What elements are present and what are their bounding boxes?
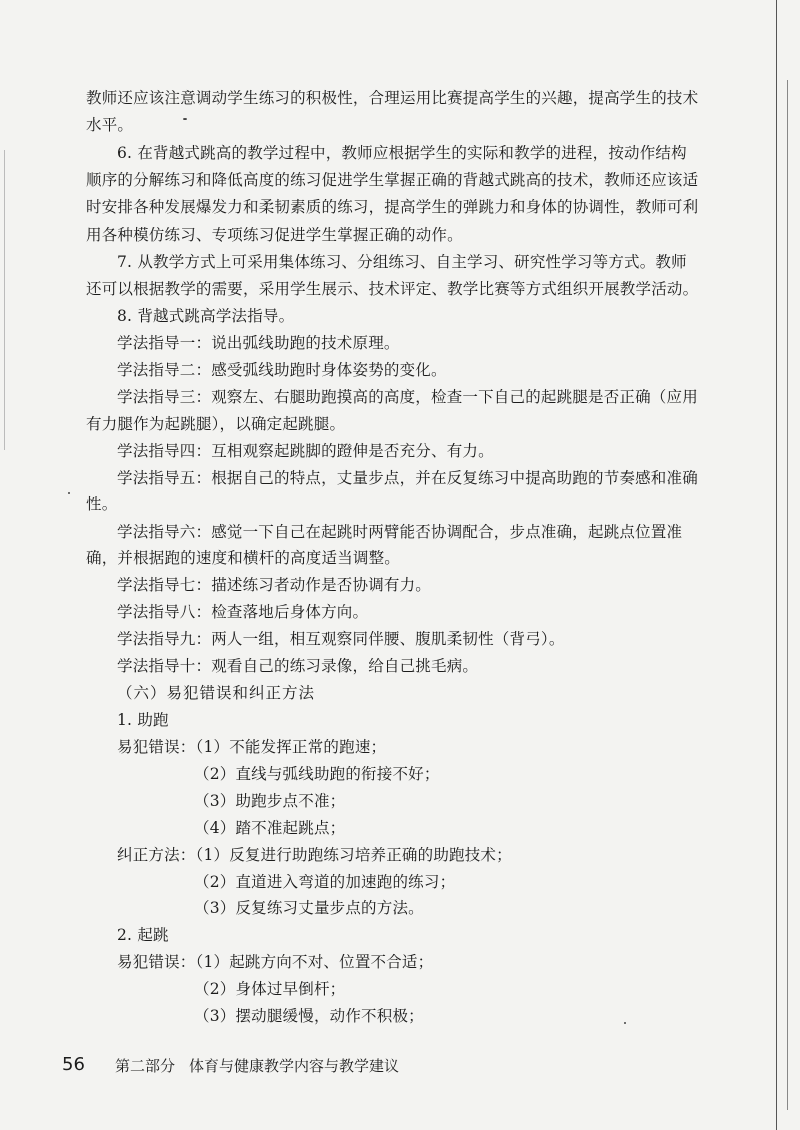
scan-speck [68,492,70,494]
body-line: 易犯错误：（1）起跳方向不对、位置不合适； [117,953,434,971]
footer-section: 第二部分 [115,1057,176,1075]
section-heading: （六）易犯错误和纠正方法 [117,684,316,702]
scan-speck [624,1022,626,1024]
body-line: 学法指导九：两人一组，相互观察同伴腰、腹肌柔韧性（背弓）。 [117,630,565,648]
subsection-heading: 2. 起跳 [117,926,169,944]
body-line: 确，并根据跑的速度和横杆的高度适当调整。 [86,549,401,567]
footer-title: 体育与健康教学内容与教学建议 [189,1057,400,1075]
body-line: （3）助跑步点不准； [194,792,346,810]
body-line: 6. 在背越式跳高的教学过程中，教师应根据学生的实际和教学的进程，按动作结构 [117,144,687,162]
body-line: （2）身体过早倒杆； [194,980,346,998]
body-line: 学法指导四：互相观察起跳脚的蹬伸是否充分、有力。 [117,442,494,460]
body-line: 学法指导三：观察左、右腿助跑摸高的高度，检查一下自己的起跳腿是否正确（应用 [117,388,698,406]
scan-edge-right [776,0,777,1130]
page-number: 56 [62,1054,85,1075]
body-line: 学法指导八：检查落地后身体方向。 [117,603,369,621]
scan-edge-right-inner [787,80,788,1110]
body-line: 顺序的分解练习和降低高度的练习促进学生掌握正确的背越式跳高的技术，教师还应该适 [86,171,699,189]
body-line: 用各种模仿练习、专项练习促进学生掌握正确的动作。 [86,226,463,244]
body-line: （3）反复练习丈量步点的方法。 [194,899,424,917]
body-line: 时安排各种发展爆发力和柔韧素质的练习，提高学生的弹跳力和身体的协调性，教师可利 [86,198,699,216]
body-line: 学法指导一：说出弧线助跑的技术原理。 [117,334,400,352]
body-line: 学法指导二：感受弧线助跑时身体姿势的变化。 [117,361,447,379]
body-line: 易犯错误：（1）不能发挥正常的跑速； [117,738,387,756]
body-line: （2）直道进入弯道的加速跑的练习； [194,873,456,891]
scan-speck [183,118,187,120]
body-line: （3）摆动腿缓慢，动作不积极； [194,1007,424,1025]
body-line: 学法指导六：感觉一下自己在起跳时两臂能否协调配合，步点准确，起跳点位置准 [117,523,683,541]
body-line: 水平。 [86,116,134,134]
subsection-heading: 1. 助跑 [117,711,169,729]
body-line: 学法指导五：根据自己的特点，丈量步点，并在反复练习中提高助跑的节奏感和准确 [117,469,698,487]
scan-edge-left [4,150,5,450]
body-line: （4）踏不准起跳点； [194,819,346,837]
body-line: （2）直线与弧线助跑的衔接不好； [194,765,440,783]
body-line: 纠正方法：（1）反复进行助跑练习培养正确的助跑技术； [117,846,512,864]
body-line: 性。 [86,495,118,513]
body-line: 8. 背越式跳高学法指导。 [117,307,295,325]
body-line: 教师还应该注意调动学生练习的积极性，合理运用比赛提高学生的兴趣，提高学生的技术 [86,89,699,107]
body-line: 学法指导十：观看自己的练习录像，给自己挑毛病。 [117,657,479,675]
body-line: 7. 从教学方式上可采用集体练习、分组练习、自主学习、研究性学习等方式。教师 [117,253,687,271]
body-line: 有力腿作为起跳腿），以确定起跳腿。 [86,415,346,433]
body-line: 学法指导七：描述练习者动作是否协调有力。 [117,576,432,594]
body-line: 还可以根据教学的需要，采用学生展示、技术评定、教学比赛等方式组织开展教学活动。 [86,280,699,298]
